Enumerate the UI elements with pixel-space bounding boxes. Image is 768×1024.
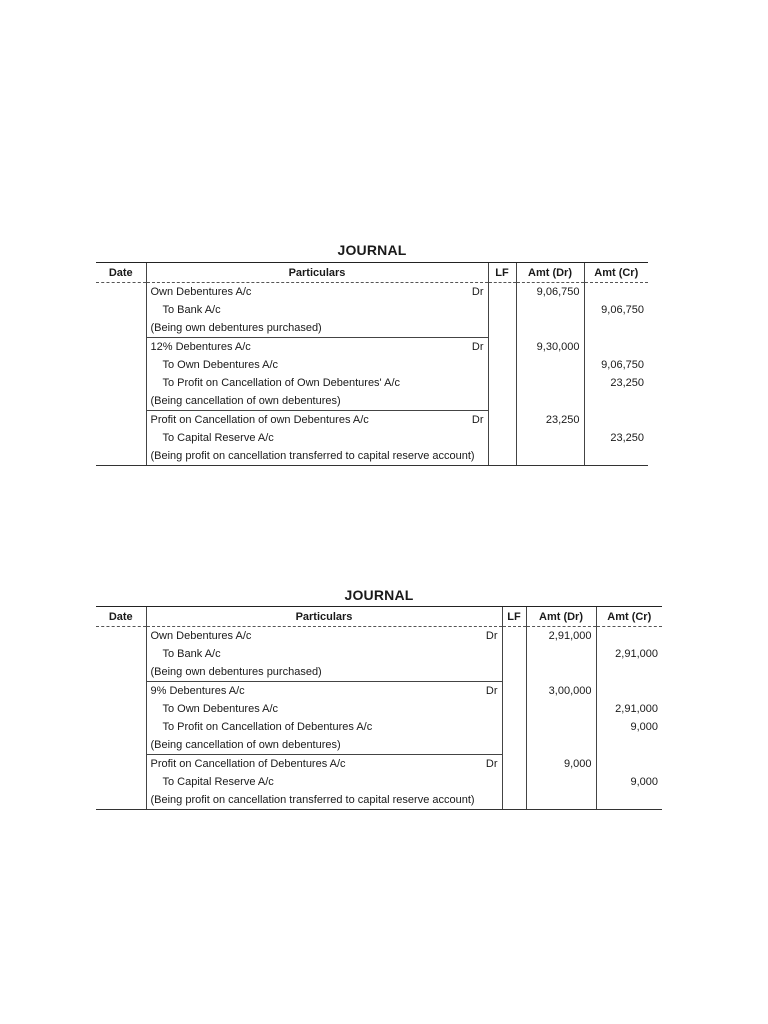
amt-dr-cell: 9,000 [526,755,596,774]
date-cell [96,447,146,466]
amt-cr-cell [584,411,648,430]
lf-cell [502,700,526,718]
lf-cell [488,392,516,411]
amt-cr-cell: 9,000 [596,773,662,791]
amt-cr-cell: 9,000 [596,718,662,736]
dr-mark: Dr [471,414,484,426]
amt-cr-header: Amt (Cr) [584,263,648,283]
table-row [96,374,648,392]
particulars-header: Particulars [146,607,502,627]
particulars-text: (Being profit on cancellation transferred to capital reserve account) [150,794,475,806]
table-row [96,627,662,646]
particulars-text: Profit on Cancellation of own Debentures A/c [150,414,369,426]
amt-cr-cell [584,447,648,466]
amt-dr-cell [526,663,596,682]
particulars-text: Own Debentures A/c [150,286,252,298]
table-row [96,700,662,718]
particulars-cell [146,627,502,646]
lf-cell [488,411,516,430]
table-row [96,718,662,736]
date-cell [96,429,146,447]
particulars-cell [146,736,502,755]
journal-title: JOURNAL [337,242,407,258]
amt-dr-cell [516,392,584,411]
lf-cell [502,791,526,810]
lf-cell [488,447,516,466]
date-cell [96,700,146,718]
amt-dr-cell [526,700,596,718]
amt-dr-cell [526,718,596,736]
particulars-cell [146,718,502,736]
particulars-line [151,411,484,429]
particulars-cell [146,338,488,357]
date-cell [96,755,146,774]
dr-mark: Dr [485,685,498,697]
particulars-line [151,319,484,337]
particulars-text: Profit on Cancellation of Debentures A/c [150,758,346,770]
particulars-line [151,773,498,791]
table-row [96,301,648,319]
particulars-text: To Bank A/c [162,304,221,316]
lf-cell [502,627,526,646]
amt-dr-cell [516,374,584,392]
dr-mark: Dr [485,630,498,642]
date-cell [96,645,146,663]
amt-dr-cell [526,645,596,663]
lf-cell [488,283,516,302]
particulars-text: (Being cancellation of own debentures) [150,739,341,751]
date-header: Date [96,263,146,283]
journal-table [96,606,662,810]
amt-dr-cell [526,736,596,755]
amt-dr-cell [516,356,584,374]
amt-cr-cell [584,392,648,411]
particulars-header: Particulars [146,263,488,283]
amt-dr-cell [516,319,584,338]
particulars-line [151,447,484,465]
particulars-line [151,645,498,663]
particulars-line [151,736,498,754]
table-row [96,356,648,374]
amt-cr-cell [584,319,648,338]
amt-cr-cell: 2,91,000 [596,700,662,718]
particulars-text: To Capital Reserve A/c [162,776,274,788]
particulars-line [151,374,484,392]
particulars-line [151,356,484,374]
amt-dr-cell [526,791,596,810]
dr-mark: Dr [471,341,484,353]
particulars-cell [146,447,488,466]
lf-cell [502,645,526,663]
particulars-text: 12% Debentures A/c [150,341,251,353]
lf-cell [488,319,516,338]
table-row [96,791,662,810]
particulars-cell [146,645,502,663]
particulars-text: To Capital Reserve A/c [162,432,274,444]
lf-cell [488,338,516,357]
date-cell [96,627,146,646]
amt-dr-header: Amt (Dr) [516,263,584,283]
lf-cell [502,718,526,736]
lf-cell [502,773,526,791]
amt-dr-header: Amt (Dr) [526,607,596,627]
date-cell [96,356,146,374]
table-row [96,755,662,774]
amt-dr-cell [516,429,584,447]
particulars-cell [146,283,488,302]
lf-cell [502,755,526,774]
table-row [96,773,662,791]
lf-header: LF [502,607,526,627]
lf-cell [502,663,526,682]
particulars-cell [146,663,502,682]
table-row [96,338,648,357]
particulars-line [151,627,498,645]
particulars-line [151,301,484,319]
particulars-text: Own Debentures A/c [150,630,252,642]
lf-cell [488,429,516,447]
amt-cr-cell [596,627,662,646]
amt-dr-cell: 23,250 [516,411,584,430]
amt-dr-cell: 2,91,000 [526,627,596,646]
particulars-text: (Being own debentures purchased) [150,666,322,678]
table-row [96,447,648,466]
amt-dr-cell [526,773,596,791]
particulars-cell [146,700,502,718]
particulars-line [151,755,498,773]
date-cell [96,374,146,392]
dr-mark: Dr [471,286,484,298]
date-cell [96,338,146,357]
amt-cr-cell [596,736,662,755]
date-cell [96,411,146,430]
particulars-line [151,429,484,447]
particulars-line [151,700,498,718]
lf-cell [502,736,526,755]
amt-cr-cell [596,663,662,682]
lf-cell [488,301,516,319]
dr-mark: Dr [485,758,498,770]
header-row [96,263,648,283]
amt-cr-cell: 9,06,750 [584,356,648,374]
date-header: Date [96,607,146,627]
journal-table [96,262,648,466]
particulars-text: 9% Debentures A/c [150,685,245,697]
date-cell [96,736,146,755]
lf-header: LF [488,263,516,283]
particulars-text: (Being profit on cancellation transferred to capital reserve account) [150,450,475,462]
particulars-cell [146,356,488,374]
particulars-line [151,682,498,700]
table-row [96,682,662,701]
particulars-line [151,791,498,809]
amt-dr-cell [516,301,584,319]
particulars-line [151,718,498,736]
particulars-cell [146,791,502,810]
amt-cr-cell [596,791,662,810]
particulars-cell [146,411,488,430]
particulars-cell [146,374,488,392]
particulars-line [151,283,484,301]
amt-cr-cell: 23,250 [584,429,648,447]
particulars-cell [146,773,502,791]
particulars-cell [146,682,502,701]
table-row [96,645,662,663]
amt-dr-cell: 9,06,750 [516,283,584,302]
amt-cr-cell [584,338,648,357]
particulars-cell [146,429,488,447]
table-row [96,283,648,302]
header-row [96,607,662,627]
date-cell [96,283,146,302]
amt-cr-cell [596,755,662,774]
amt-cr-cell [596,682,662,701]
table-row [96,392,648,411]
amt-cr-header: Amt (Cr) [596,607,662,627]
particulars-text: To Own Debentures A/c [162,359,279,371]
particulars-text: (Being own debentures purchased) [150,322,322,334]
particulars-text: To Profit on Cancellation of Debentures A/c [162,721,373,733]
date-cell [96,791,146,810]
particulars-text: (Being cancellation of own debentures) [150,395,341,407]
amt-cr-cell [584,283,648,302]
particulars-cell [146,301,488,319]
lf-cell [488,356,516,374]
lf-cell [502,682,526,701]
particulars-text: To Own Debentures A/c [162,703,279,715]
amt-cr-cell: 23,250 [584,374,648,392]
amt-dr-cell: 3,00,000 [526,682,596,701]
amt-cr-cell: 2,91,000 [596,645,662,663]
table-row [96,319,648,338]
amt-dr-cell [516,447,584,466]
date-cell [96,392,146,411]
table-row [96,663,662,682]
date-cell [96,319,146,338]
particulars-cell [146,755,502,774]
date-cell [96,663,146,682]
particulars-line [151,392,484,410]
particulars-cell [146,392,488,411]
amt-cr-cell: 9,06,750 [584,301,648,319]
date-cell [96,301,146,319]
date-cell [96,773,146,791]
table-row [96,736,662,755]
journal-title: JOURNAL [344,587,414,603]
date-cell [96,682,146,701]
particulars-cell [146,319,488,338]
particulars-text: To Profit on Cancellation of Own Debentures' A/c [162,377,401,389]
particulars-line [151,663,498,681]
table-row [96,429,648,447]
particulars-line [151,338,484,356]
date-cell [96,718,146,736]
amt-dr-cell: 9,30,000 [516,338,584,357]
table-row [96,411,648,430]
particulars-text: To Bank A/c [162,648,221,660]
lf-cell [488,374,516,392]
